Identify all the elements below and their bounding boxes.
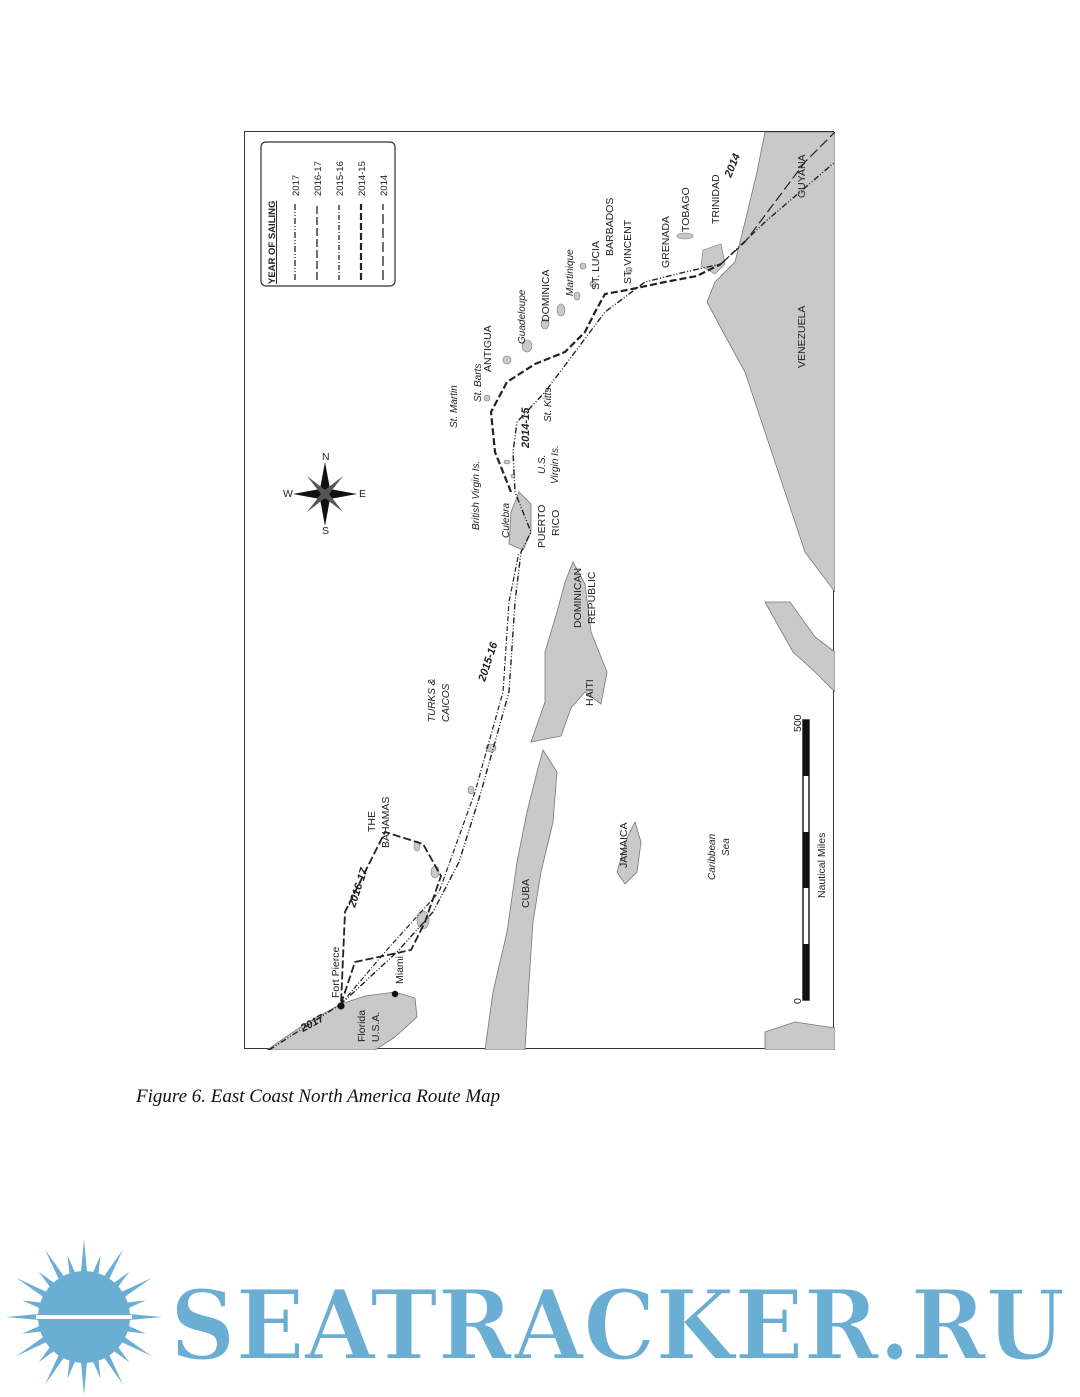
label-st-barts: St. Barts <box>473 363 484 402</box>
label-venezuela: VENEZUELA <box>796 305 808 368</box>
label-guadeloupe: Guadeloupe <box>517 289 528 344</box>
sun-ray <box>17 1278 48 1298</box>
label-st-vincent: ST. VINCENT <box>622 219 634 284</box>
tobago-island <box>677 233 693 239</box>
label-guyana: GUYANA <box>796 154 808 198</box>
compass-rose-icon <box>283 451 366 537</box>
label-bvi: British Virgin Is. <box>471 460 482 530</box>
figure-caption: Figure 6. East Coast North America Route Map <box>136 1086 501 1107</box>
sun-ray <box>81 1239 87 1273</box>
label-republic: REPUBLIC <box>586 571 598 624</box>
label-florida: Florida <box>356 1009 368 1042</box>
label-jamaica: JAMAICA <box>618 822 630 868</box>
legend-label-1: 2016-17 <box>313 161 324 196</box>
route-2016-17 <box>341 832 441 1004</box>
route-map <box>244 131 834 1049</box>
trinidad-island <box>701 244 725 274</box>
sun-ray <box>121 1278 152 1298</box>
label-puerto: PUERTO <box>536 504 548 548</box>
scale-end-label: 500 <box>792 714 804 732</box>
brand-text: SEATRACKER.RU <box>170 1269 1065 1382</box>
legend-label-2: 2015-16 <box>335 161 346 196</box>
bahamas-island <box>468 786 474 794</box>
route-2015-16 <box>341 552 519 1004</box>
label-st-martin: St. Martin <box>449 385 460 428</box>
route-label-2016-17: 2016-17 <box>346 866 371 909</box>
virgin-island <box>504 460 510 464</box>
label-antigua: ANTIGUA <box>482 325 494 372</box>
label-dominican: DOMINICAN <box>572 567 584 628</box>
label-miami: Miami <box>394 956 406 984</box>
label-haiti: HAITI <box>584 679 596 706</box>
scale-bar <box>792 714 828 1004</box>
legend-label-3: 2014-15 <box>357 161 368 196</box>
antigua-island <box>503 356 511 364</box>
bahamas-island <box>431 866 439 878</box>
label-cuba: CUBA <box>520 878 532 908</box>
label-st-lucia: ST. LUCIA <box>590 240 602 290</box>
south-america-landmass <box>707 132 835 592</box>
label-usa: U.S.A. <box>370 1011 382 1042</box>
label-tobago: TOBAGO <box>680 187 692 232</box>
label-the: THE <box>366 811 378 832</box>
label-caribbean: Caribbean <box>707 833 718 880</box>
sun-ray <box>45 1250 65 1281</box>
label-bahamas: BAHAMAS <box>380 796 392 848</box>
label-usvi-1: U.S. <box>537 454 548 474</box>
compass-n-label: N <box>322 451 330 463</box>
fort-pierce-marker <box>337 1002 344 1009</box>
venezuela-coast-landmass <box>765 602 835 692</box>
label-st-kitts: St. Kitts <box>543 387 554 422</box>
route-label-2014: 2014 <box>722 151 743 180</box>
label-barbados: BARBADOS <box>604 197 616 256</box>
label-martinique: Martinique <box>565 249 576 296</box>
compass-w-label: W <box>283 488 293 500</box>
label-rico: RICO <box>550 509 562 536</box>
label-dominica: DOMINICA <box>540 269 552 322</box>
st-martin-island <box>484 395 490 401</box>
label-usvi-2: Virgin Is. <box>550 445 561 484</box>
central-america-edge-landmass <box>765 1022 835 1050</box>
label-caicos: CAICOS <box>441 683 452 722</box>
compass-e-label: E <box>359 488 367 500</box>
legend-label-4: 2014 <box>379 174 390 196</box>
map-canvas <box>245 132 835 1050</box>
label-trinidad: TRINIDAD <box>710 174 722 224</box>
sun-ray <box>103 1250 123 1281</box>
label-culebra: Culebra <box>501 502 512 538</box>
scale-unit-label: Nautical Miles <box>816 832 828 898</box>
legend <box>261 142 395 286</box>
scale-start-label: 0 <box>792 998 804 1004</box>
label-grenada: GRENADA <box>660 216 672 268</box>
legend-label-0: 2017 <box>291 174 302 196</box>
label-turks: TURKS & <box>427 678 438 722</box>
puerto-rico-landmass <box>509 492 531 550</box>
seatracker-watermark <box>0 1235 1080 1397</box>
route-label-2017: 2017 <box>298 1012 327 1035</box>
compass-s-label: S <box>322 525 330 537</box>
label-sea: Sea <box>721 838 732 856</box>
martinique-island <box>557 304 565 316</box>
route-label-2015-16: 2015-16 <box>476 640 501 683</box>
route-label-2014-15: 2014-15 <box>520 407 532 448</box>
label-fort-pierce: Fort Pierce <box>330 946 342 998</box>
sun-ray <box>81 1361 87 1395</box>
legend-title: YEAR OF SAILING <box>267 200 278 284</box>
miami-marker <box>392 991 398 997</box>
sun-logo-icon <box>6 1239 162 1395</box>
sun-ray <box>6 1314 40 1320</box>
sun-ray <box>128 1314 162 1320</box>
barbados-island <box>580 263 586 269</box>
